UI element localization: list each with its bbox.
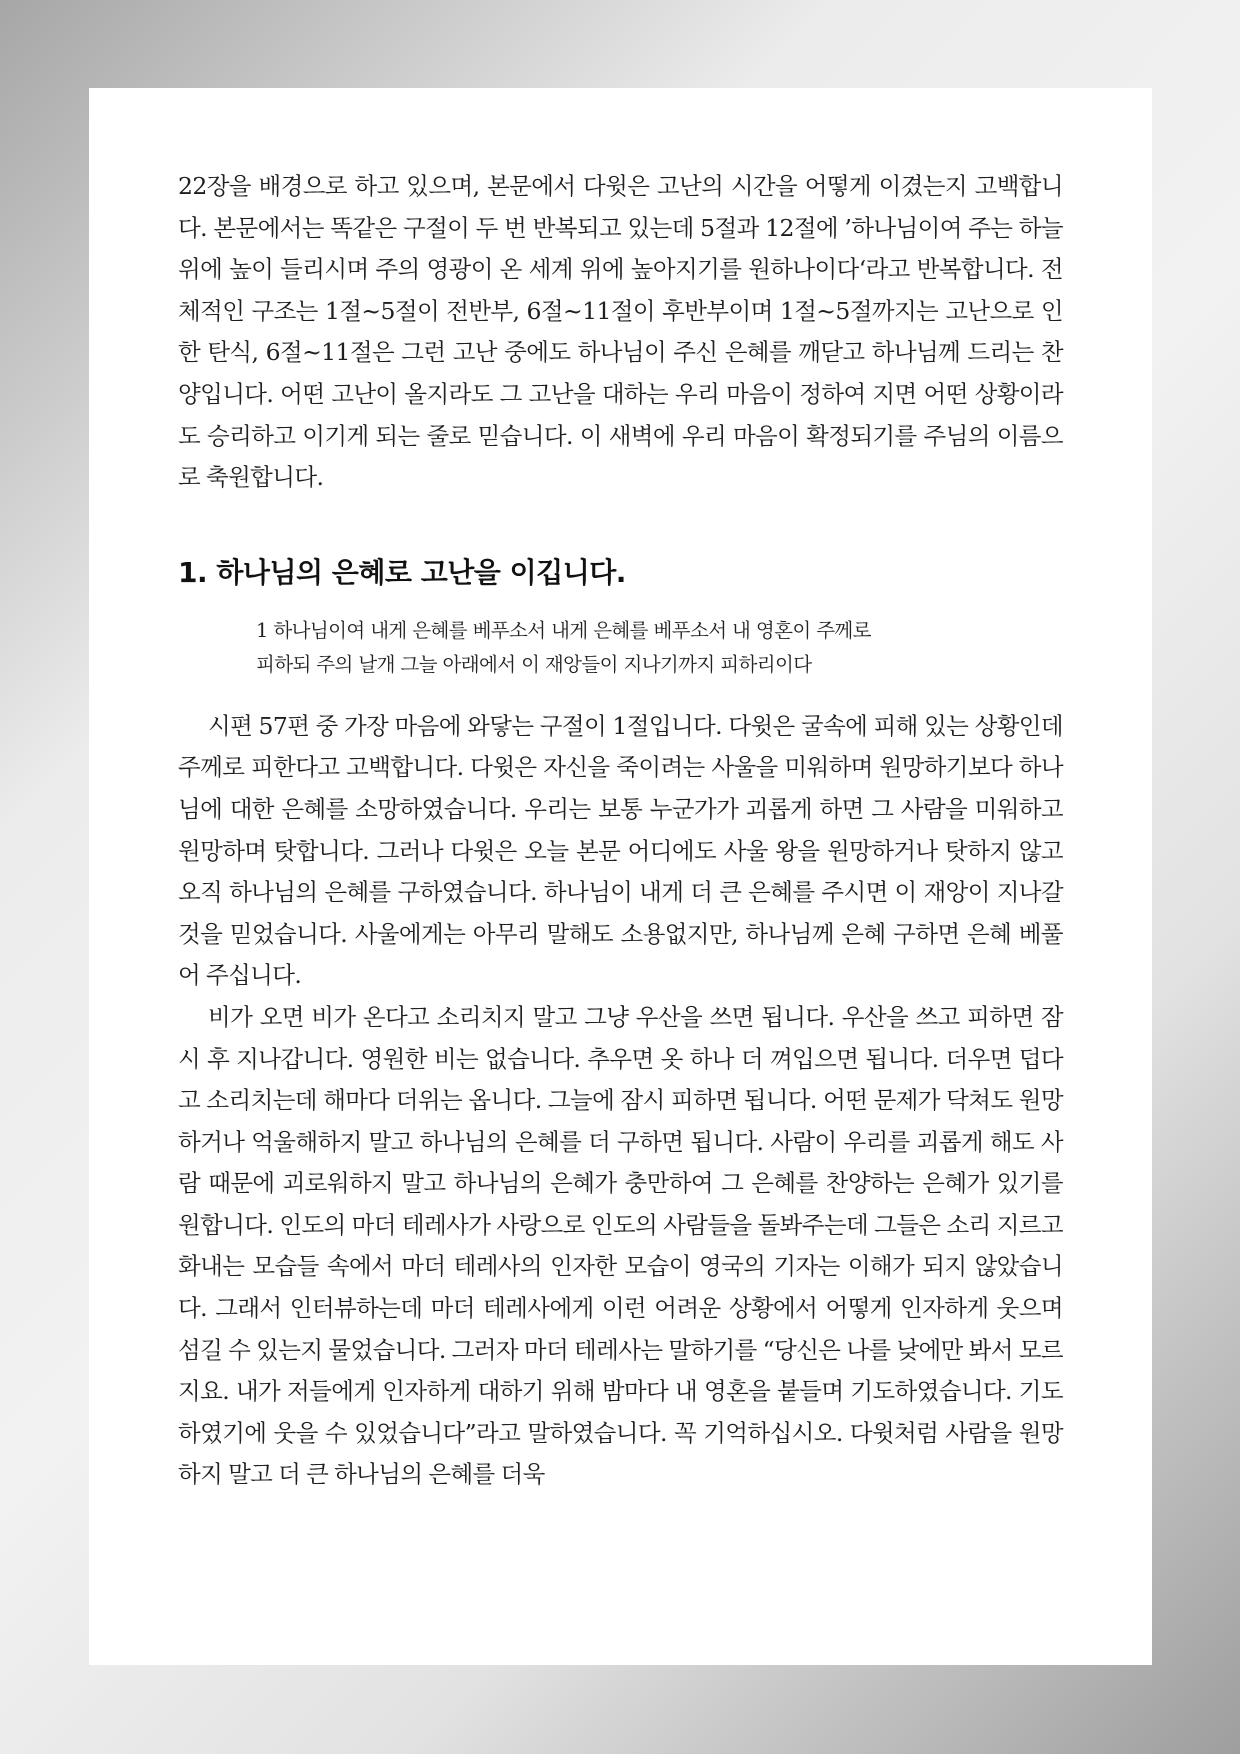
scripture-line-2: 피하되 주의 날개 그늘 아래에서 이 재앙들이 지나기까지 피하리이다 [256,652,812,676]
scripture-quote [256,614,1063,682]
section-heading: 1. 하나님의 은혜로 고난을 이깁니다. [178,555,626,589]
intro-paragraph: 22장을 배경으로 하고 있으며, 본문에서 다윗은 고난의 시간을 어떻게 이겼는지 고백합니다. 본문에서는 똑같은 구절이 두 번 반복되고 있는데 5절과 12절에 ’하나님이여 주는 하늘 위에 높이 들리시며 주의 영광이 온 세계 위에 높아지기를 원하나이다‘라고 반복합니다. 전체적인 구조는 1절~5절이 전반부, 6절~11절이 후반부이며 1절~5절까지는 고난으로 인한 탄식, 6절~11절은 그런 고난 중에도 하나님이 주신 은혜를 깨닫고 하나님께 드리는 찬양입니다. 어떤 고난이 올지라도 그 고난을 대하는 우리 마음이 정하여 지면 어떤 상황이라도 승리하고 이기게 되는 줄로 믿습니다. 이 새벽에 우리 마음이 확정되기를 주님의 이름으로 축원합니다. [178,172,1063,492]
body-paragraph-1: 시편 57편 중 가장 마음에 와닿는 구절이 1절입니다. 다윗은 굴속에 피해 있는 상황인데 주께로 피한다고 고백합니다. 다윗은 자신을 죽이려는 사울을 미워하며 원망하기보다 하나님에 대한 은혜를 소망하였습니다. 우리는 보통 누군가가 괴롭게 하면 그 사람을 미워하고 원망하며 탓합니다. 그러나 다윗은 오늘 본문 어디에도 사울 왕을 원망하거나 탓하지 않고 오직 하나님의 은혜를 구하였습니다. 하나님이 내게 더 큰 은혜를 주시면 이 재앙이 지나갈 것을 믿었습니다. 사울에게는 아무리 말해도 소용없지만, 하나님께 은혜 구하면 은혜 베풀어 주십니다. [178,711,1063,990]
document-page [89,88,1152,1665]
scripture-line-1: 1 하나님이여 내게 은혜를 베푸소서 내게 은혜를 베푸소서 내 영혼이 주께로 [256,618,871,642]
body-paragraph-2: 비가 오면 비가 온다고 소리치지 말고 그냥 우산을 쓰면 됩니다. 우산을 쓰고 피하면 잠시 후 지나갑니다. 영원한 비는 없습니다. 추우면 옷 하나 더 껴입으면 됩니다. 더우면 덥다고 소리치는데 해마다 더위는 옵니다. 그늘에 잠시 피하면 됩니다. 어떤 문제가 닥쳐도 원망하거나 억울해하지 말고 하나님의 은혜를 더 구하면 됩니다. 사람이 우리를 괴롭게 해도 사람 때문에 괴로워하지 말고 하나님의 은혜가 충만하여 그 은혜를 찬양하는 은혜가 있기를 원합니다. 인도의 마더 테레사가 사랑으로 인도의 사람들을 돌봐주는데 그들은 소리 지르고 화내는 모습들 속에서 마더 테레사의 인자한 모습이 영국의 기자는 이해가 되지 않았습니다. 그래서 인터뷰하는데 마더 테레사에게 이런 어려운 상황에서 어떻게 인자하게 웃으며 섬길 수 있는지 물었습니다. 그러자 마더 테레사는 말하기를 “당신은 나를 낮에만 봐서 모르지요. 내가 저들에게 인자하게 대하기 위해 밤마다 내 영혼을 붙들며 기도하였습니다. 기도하였기에 웃을 수 있었습니다”라고 말하였습니다. 꼭 기억하십시오. 다윗처럼 사람을 원망하지 말고 더 큰 하나님의 은혜를 더욱 [178,1002,1063,1489]
